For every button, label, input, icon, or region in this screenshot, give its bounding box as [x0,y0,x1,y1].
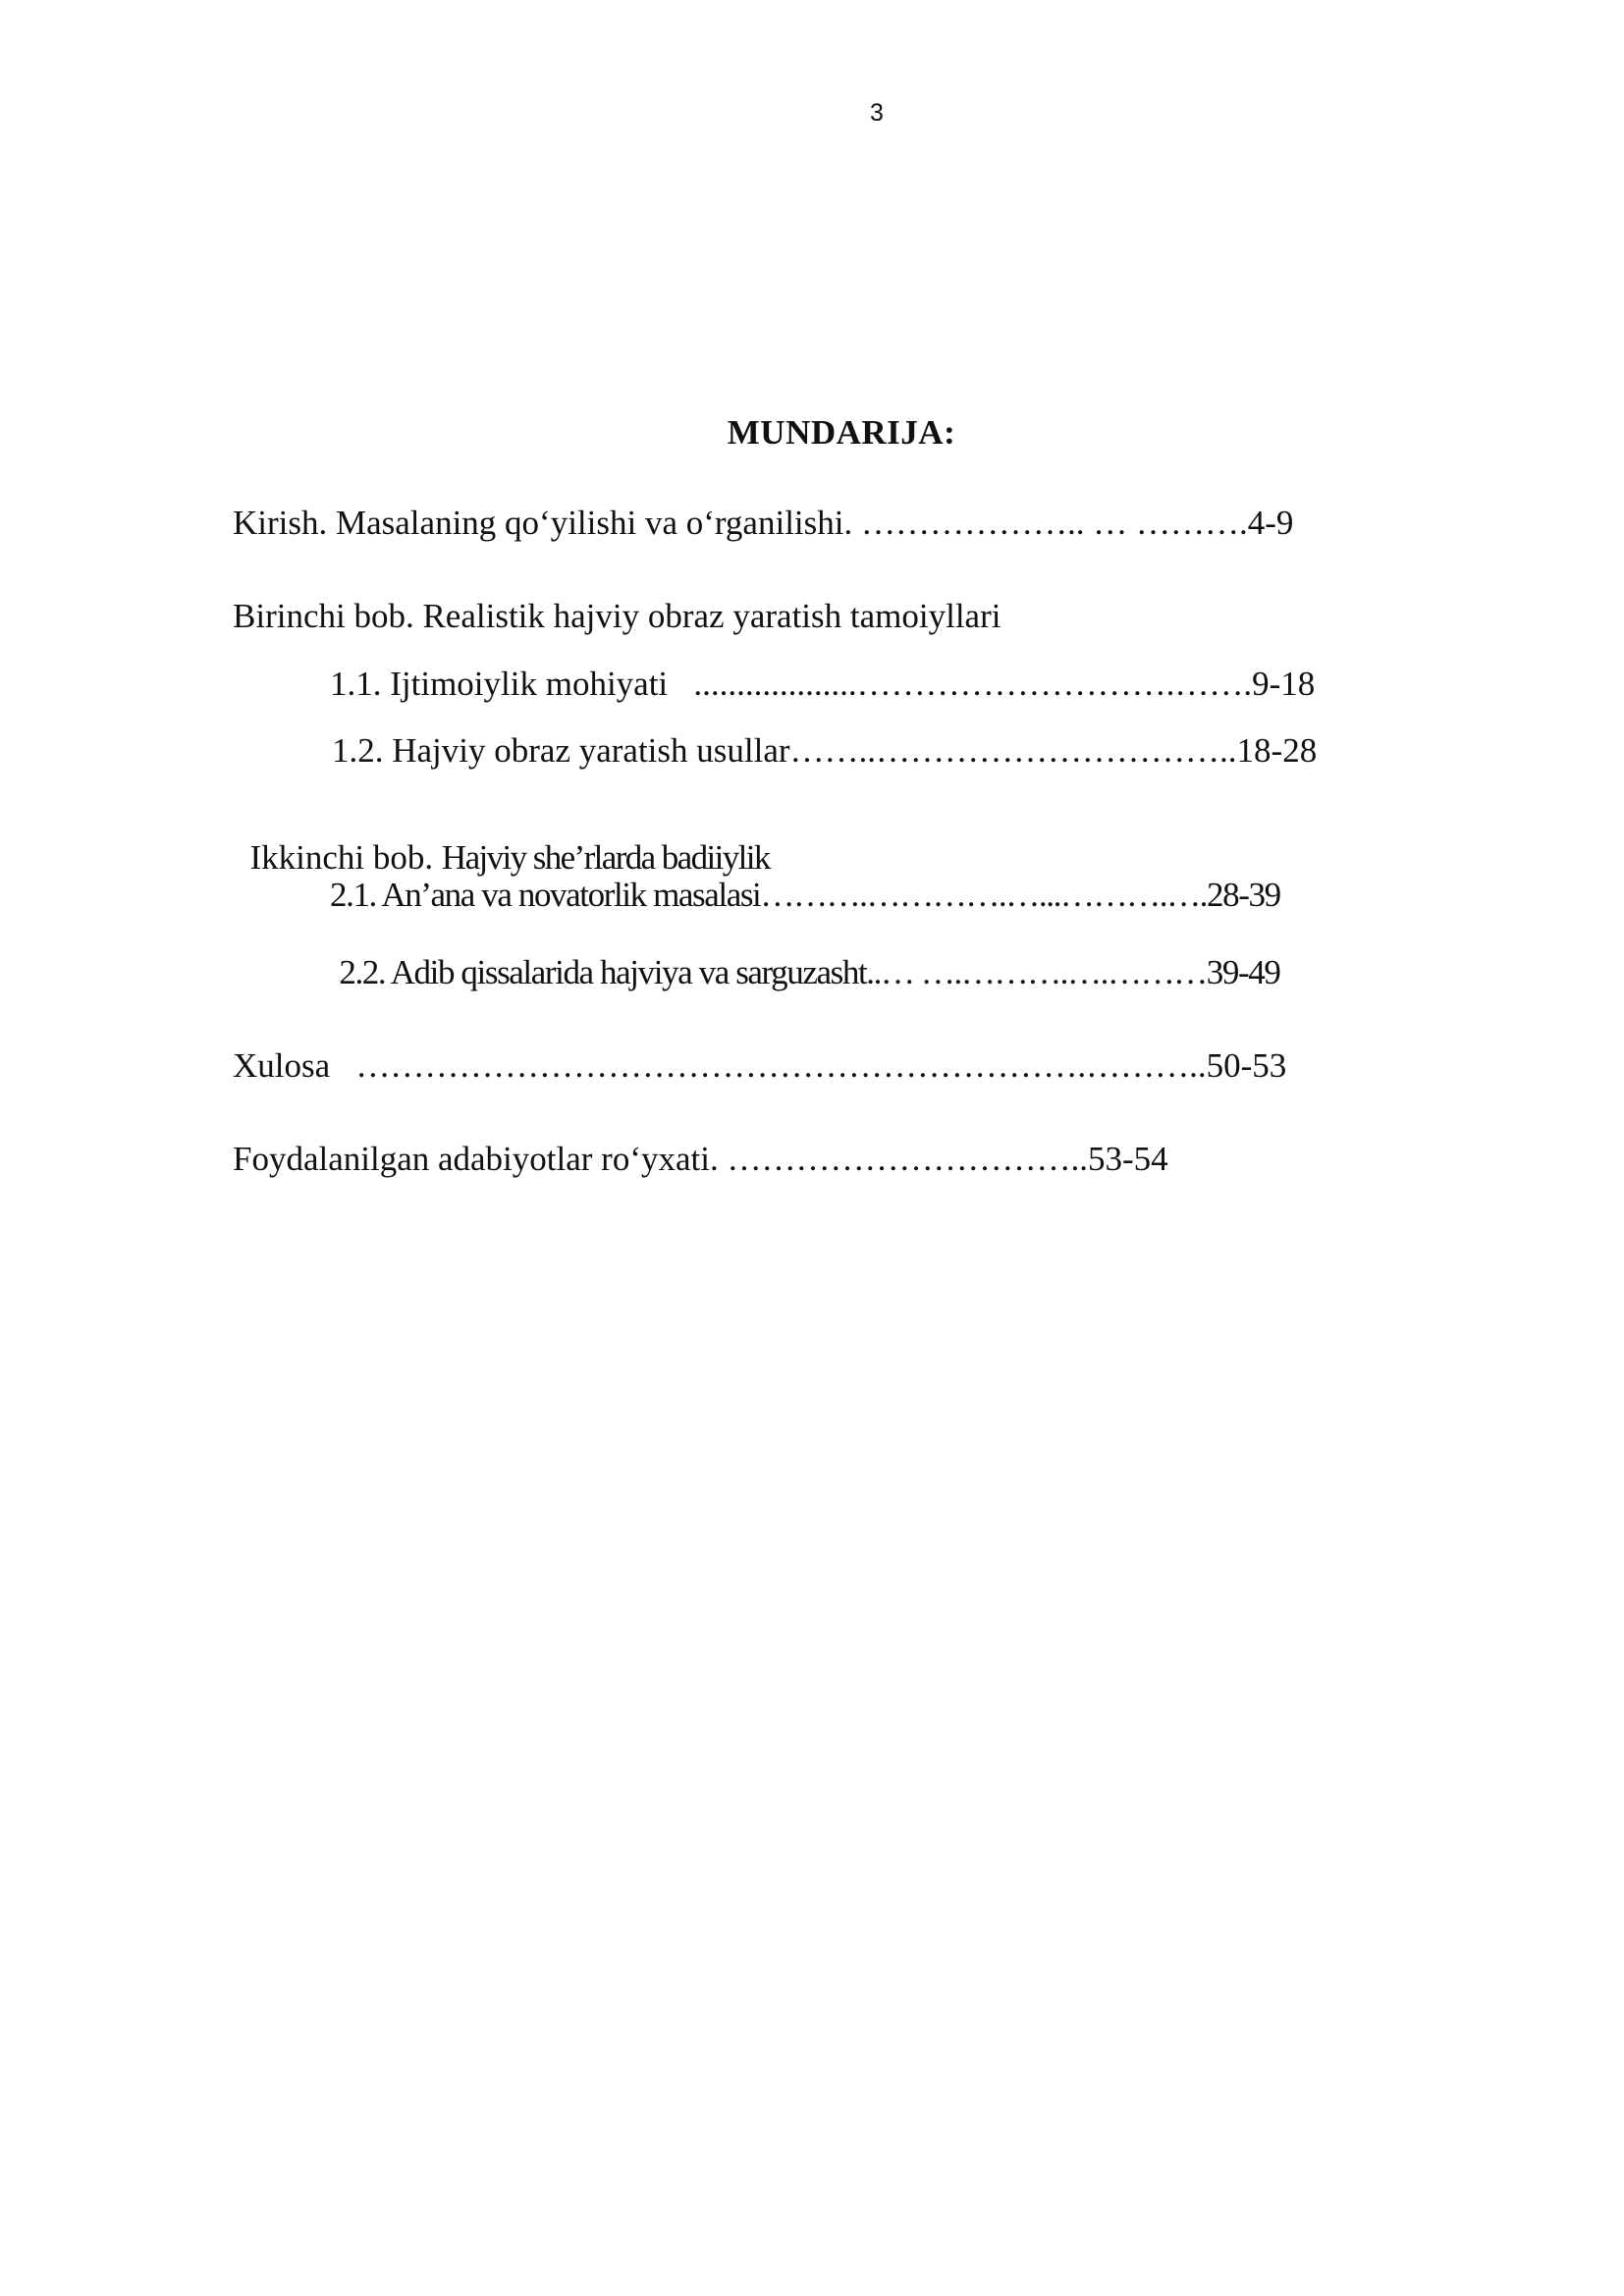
toc-entry-section-2-2: 2.2. Adib qissalarida hajviya va sarguzasht..… ….……….….………39-49 [332,953,1280,991]
toc-title: MUNDARIJA: [727,413,956,452]
toc-entry-section-1-2: 1.2. Hajviy obraz yaratish usullar……..…………………………..18-28 [332,731,1318,770]
toc-entry-section-2-1: 2.1. An’ana va novatorlik masalasi……….………….…...……….….28-39 [330,876,1280,914]
page-number: 3 [870,99,884,127]
toc-entry-xulosa: Xulosa ……………………………………………………….………..50-53 [233,1046,1287,1085]
toc-entry-section-1-1: 1.1. Ijtimoiylik mohiyati ...................……………………….…….9-18 [330,665,1316,703]
toc-entry-kirish: Kirish. Masalaning qo‘yilishi va o‘rganilishi. ……………….. … ……….4-9 [233,504,1294,542]
chapter-2-prefix: Ikkinchi bob. [249,838,442,877]
chapter-2-title: Hajviy she’rlarda badiiylik [441,838,770,877]
toc-entry-bibliography: Foydalanilgan adabiyotlar ro‘yxati. …………………………..53-54 [233,1140,1168,1178]
toc-entry-chapter-2 [233,796,770,879]
toc-entry-chapter-1: Birinchi bob. Realistik hajviy obraz yaratish tamoiyllari [233,597,1001,635]
